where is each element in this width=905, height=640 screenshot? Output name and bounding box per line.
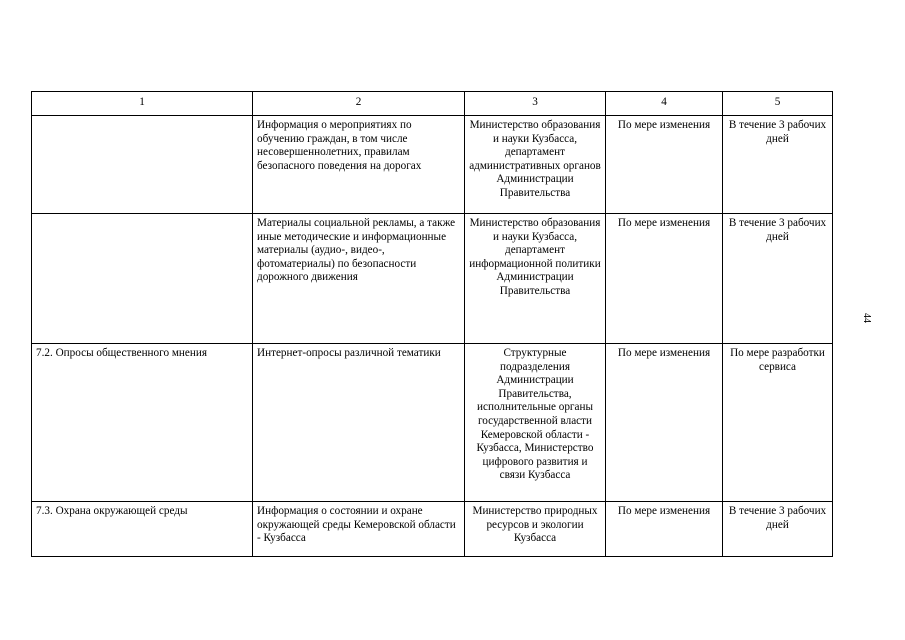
deadline-cell: В течение 3 рабочих дней xyxy=(723,502,833,557)
document-table xyxy=(31,91,833,557)
deadline-cell: В течение 3 рабочих дней xyxy=(723,214,833,344)
deadline-cell: В течение 3 рабочих дней xyxy=(723,116,833,214)
header-cell-1: 1 xyxy=(32,92,253,116)
info-type-cell: Информация о состоянии и охране окружающей среды Кемеровской области - Кузбасса xyxy=(253,502,465,557)
frequency-cell: По мере изменения xyxy=(606,116,723,214)
responsible-cell: Министерство природных ресурсов и экологии Кузбасса xyxy=(465,502,606,557)
section-cell: 7.2. Опросы общественного мнения xyxy=(32,344,253,502)
info-type-cell: Интернет-опросы различной тематики xyxy=(253,344,465,502)
table-row xyxy=(32,502,833,557)
frequency-cell: По мере изменения xyxy=(606,502,723,557)
header-cell-3: 3 xyxy=(465,92,606,116)
header-cell-5: 5 xyxy=(723,92,833,116)
header-cell-2: 2 xyxy=(253,92,465,116)
page-number: 44 xyxy=(861,313,872,323)
responsible-cell: Министерство образования и науки Кузбасса, департамент административных органов Администрации Правительства xyxy=(465,116,606,214)
info-type-cell: Информация о мероприятиях по обучению граждан, в том числе несовершеннолетних, правилам безопасного поведения на дорогах xyxy=(253,116,465,214)
table-row xyxy=(32,116,833,214)
deadline-cell: По мере разработки сервиса xyxy=(723,344,833,502)
responsible-cell: Министерство образования и науки Кузбасса, департамент информационной политики Администрации Правительства xyxy=(465,214,606,344)
header-row xyxy=(32,92,833,116)
info-type-cell: Материалы социальной рекламы, а также иные методические и информационные материалы (аудио-, видео-, фотоматериалы) по безопасности дорожного движения xyxy=(253,214,465,344)
table-row xyxy=(32,214,833,344)
header-cell-4: 4 xyxy=(606,92,723,116)
table-row xyxy=(32,344,833,502)
section-cell: 7.3. Охрана окружающей среды xyxy=(32,502,253,557)
responsible-cell: Структурные подразделения Администрации Правительства, исполнительные органы государственной власти Кемеровской области - Кузбасса, Министерство цифрового развития и связи Кузбасса xyxy=(465,344,606,502)
frequency-cell: По мере изменения xyxy=(606,344,723,502)
section-cell xyxy=(32,214,253,344)
section-cell xyxy=(32,116,253,214)
frequency-cell: По мере изменения xyxy=(606,214,723,344)
